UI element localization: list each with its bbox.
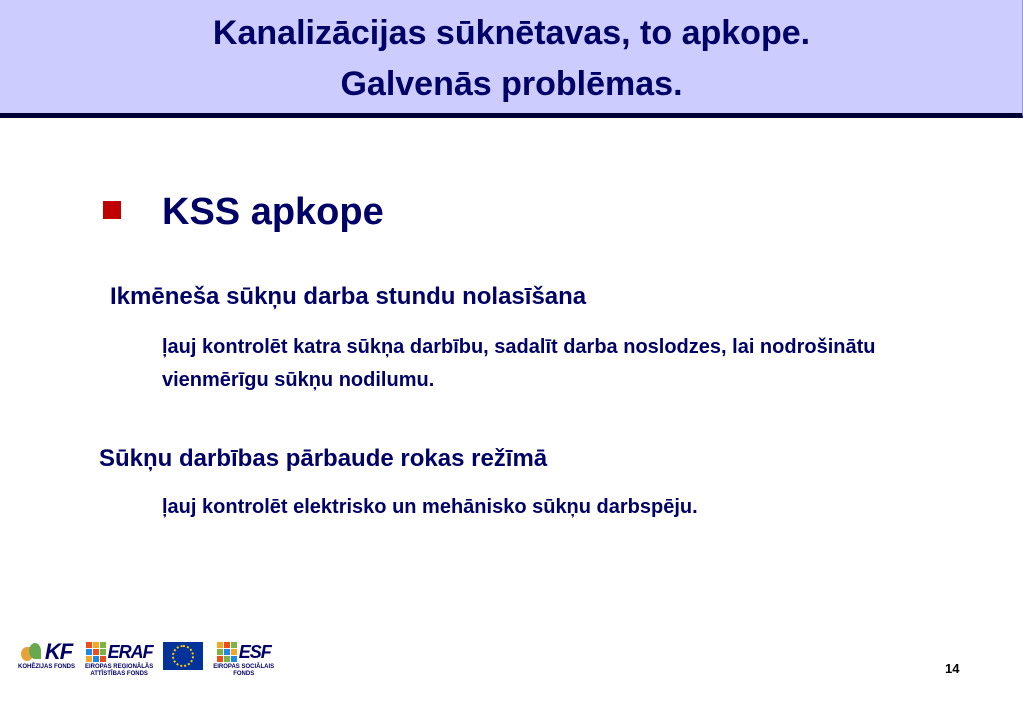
eraf-logo-name: ERAF xyxy=(107,642,153,662)
slide-title-line-2: Galvenās problēmas. xyxy=(340,65,683,103)
slide-title-line-1: Kanalizācijas sūknētavas, to apkope. xyxy=(212,14,811,52)
eraf-logo-icon xyxy=(85,640,153,678)
section-2-body: ļauj kontrolēt elektrisko un mehānisko sūkņu darbspēju. xyxy=(162,496,698,518)
section-2-title: Sūkņu darbības pārbaude rokas režīmā xyxy=(99,445,548,472)
page-number: 14 xyxy=(945,661,960,676)
esf-mosaic-icon xyxy=(217,642,237,662)
section-1-title: Ikmēneša sūkņu darba stundu nolasīšana xyxy=(110,283,587,310)
kf-logo-subtitle: KOHĒZIJAS FONDS xyxy=(18,664,76,670)
title-banner xyxy=(0,0,1023,118)
esf-logo-subtitle-1: EIROPAS SOCIĀLAIS xyxy=(213,664,275,670)
esf-logo-name: ESF xyxy=(238,642,271,662)
kf-logo-name: KF xyxy=(44,639,73,664)
footer-logos xyxy=(18,640,274,680)
kf-logo-icon xyxy=(18,640,75,671)
esf-logo-subtitle-2: FONDS xyxy=(233,671,255,677)
bullet-square-icon xyxy=(103,201,121,219)
eraf-logo-subtitle-2: ATTĪSTĪBAS FONDS xyxy=(90,671,148,677)
section-1-body: ļauj kontrolēt katra sūkņa darbību, sadalīt darba noslodzes, lai nodrošinātu vienmērīgu sūkņu nodilumu. xyxy=(162,336,876,391)
eraf-mosaic-icon xyxy=(86,642,106,662)
eraf-logo-subtitle-1: EIROPAS REĢIONĀLĀS xyxy=(85,664,154,670)
eu-flag-icon xyxy=(163,640,203,670)
bullet-heading: KSS apkope xyxy=(162,191,384,233)
esf-logo-icon xyxy=(213,640,274,678)
kf-mark-icon xyxy=(21,641,43,663)
